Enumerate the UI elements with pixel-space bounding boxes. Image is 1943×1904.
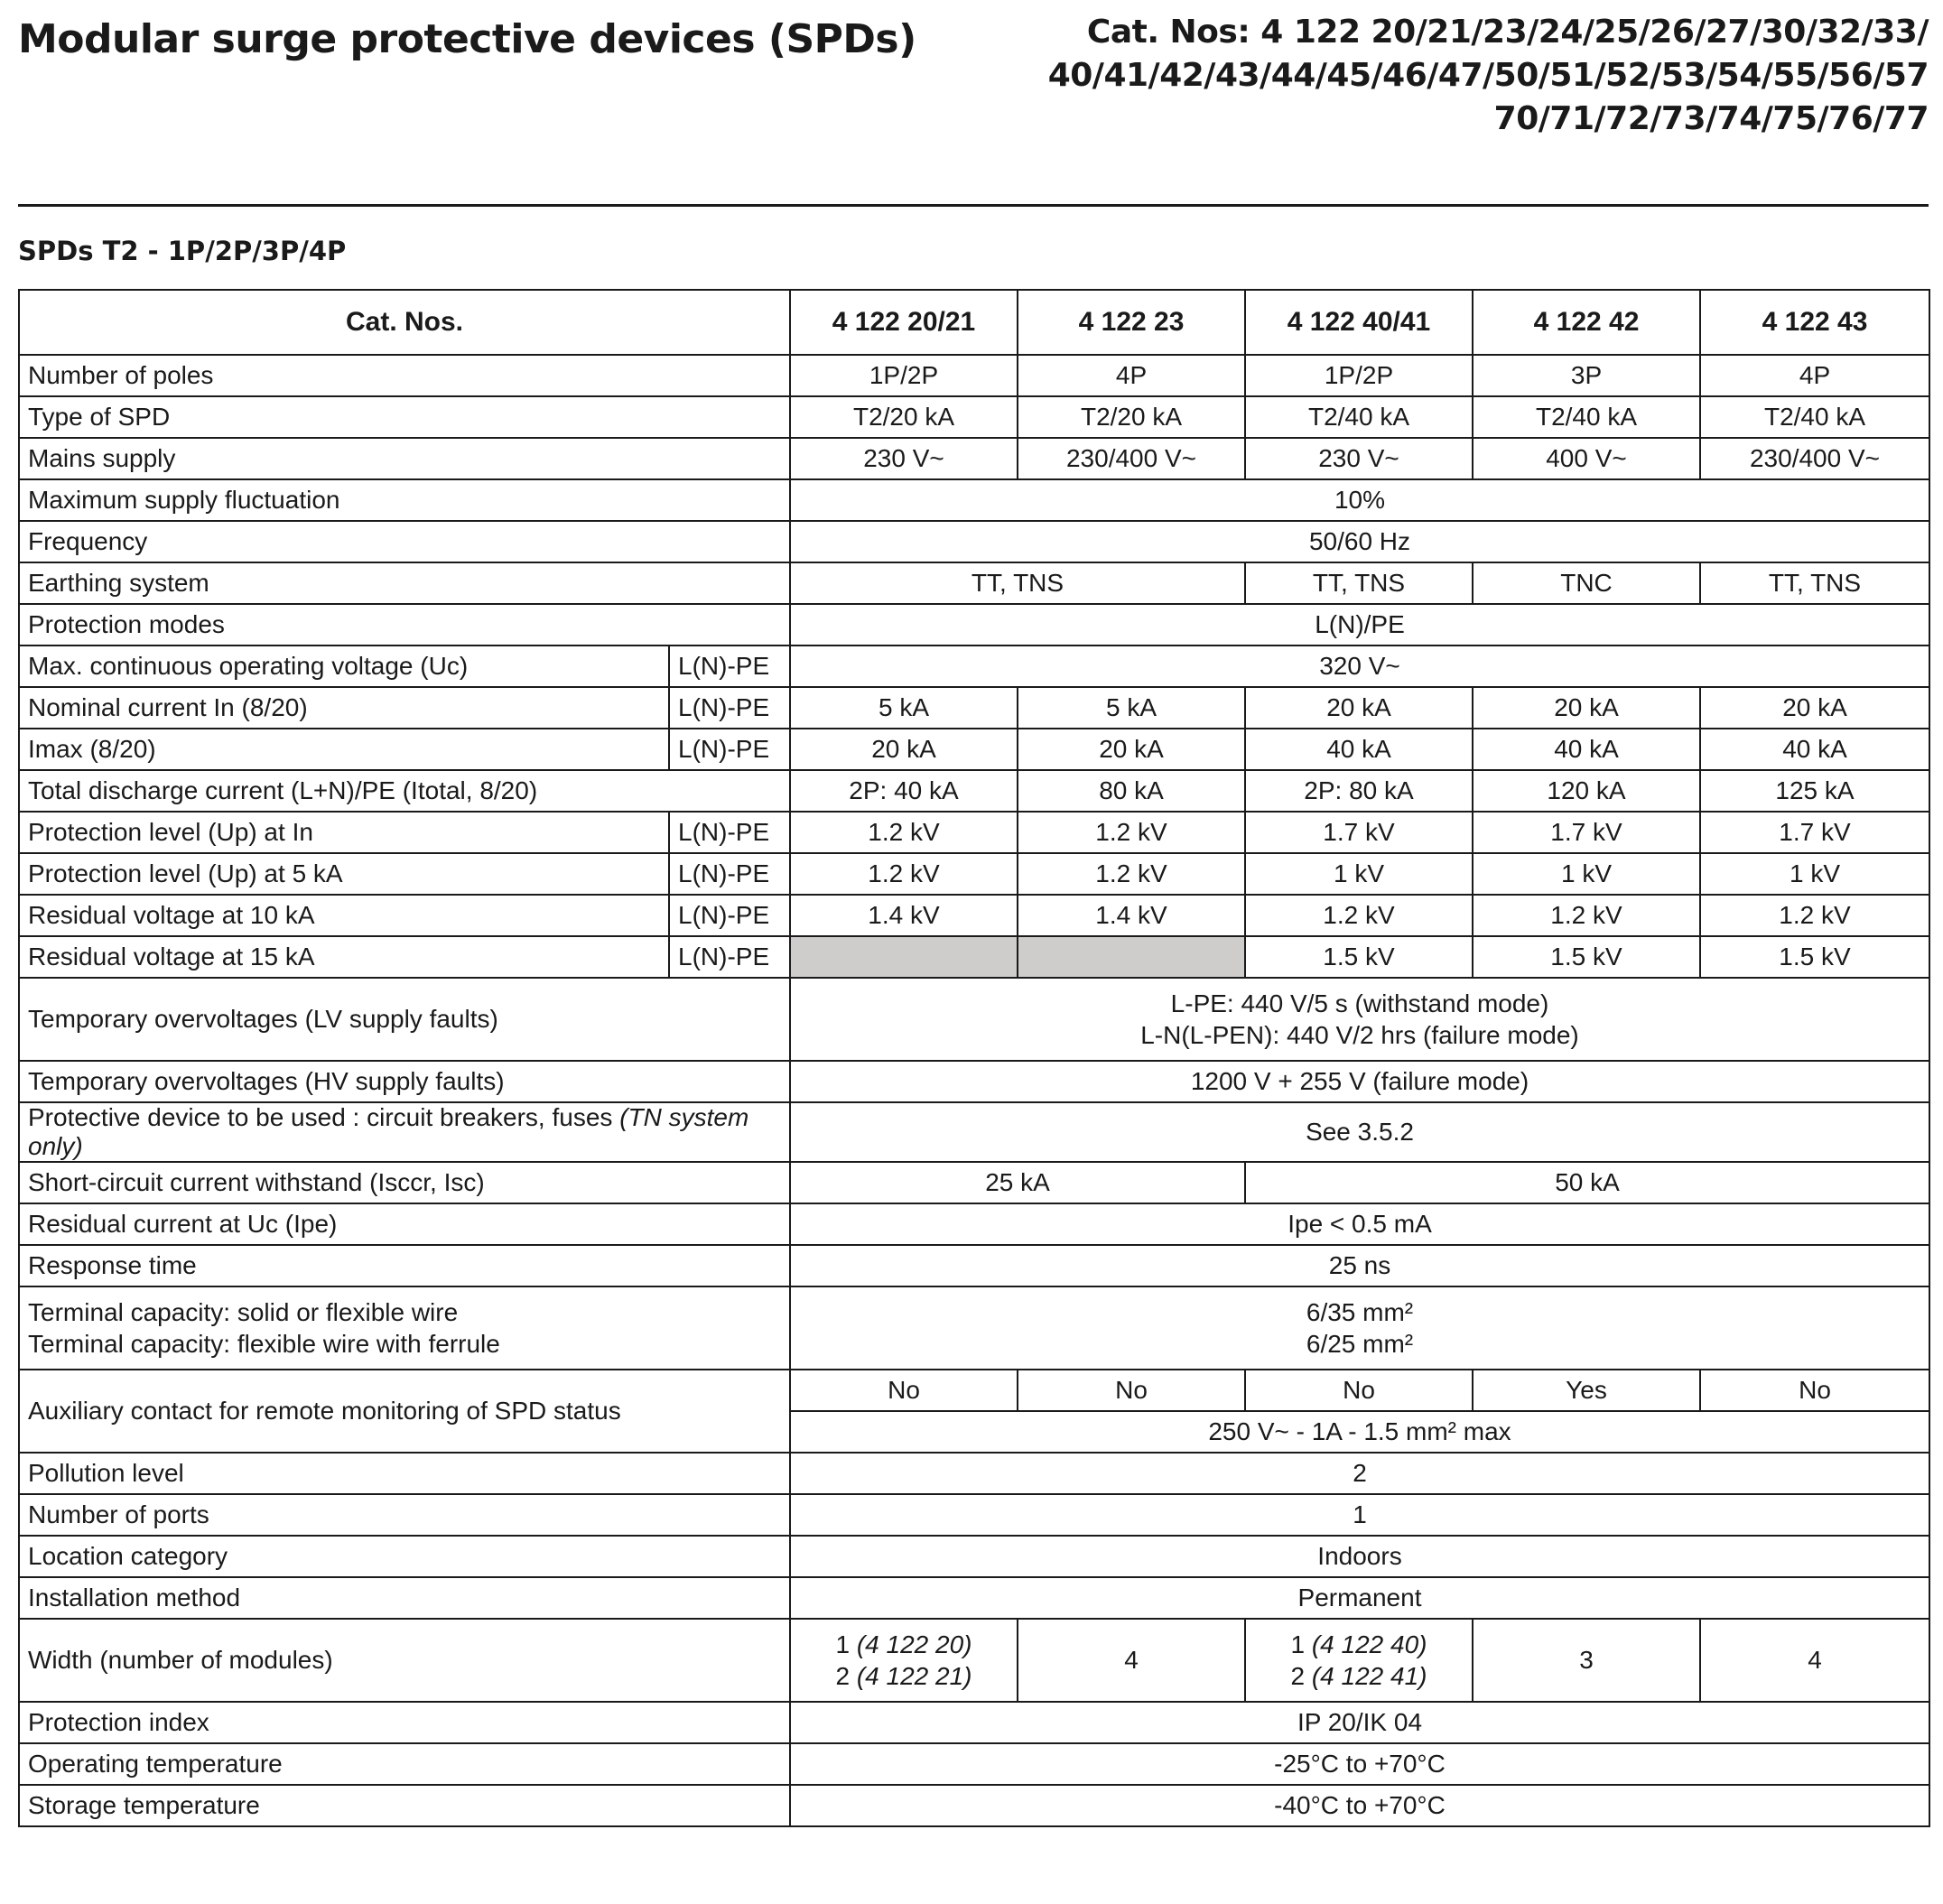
cell: -25°C to +70°C	[790, 1743, 1929, 1785]
cell: 1.7 kV	[1700, 812, 1929, 853]
cell: 20 kA	[790, 729, 1018, 770]
cell: 1.2 kV	[1245, 895, 1473, 936]
header-divider	[18, 204, 1929, 207]
cell-line: L-N(L-PEN): 440 V/2 hrs (failure mode)	[1140, 1021, 1579, 1049]
cell: Permanent	[790, 1577, 1929, 1619]
row-label: Pollution level	[19, 1453, 790, 1494]
cell: 20 kA	[1700, 687, 1929, 729]
cell: -40°C to +70°C	[790, 1785, 1929, 1826]
cell: 25 kA	[790, 1162, 1245, 1203]
cell: 80 kA	[1018, 770, 1245, 812]
cell-line: L-PE: 440 V/5 s (withstand mode)	[1170, 989, 1549, 1017]
row-label: Response time	[19, 1245, 790, 1286]
cell: 1.5 kV	[1700, 936, 1929, 978]
cell: 230/400 V~	[1700, 438, 1929, 479]
mode-cell: L(N)-PE	[669, 853, 790, 895]
row-label: Residual voltage at 10 kA	[19, 895, 669, 936]
cell: 10%	[790, 479, 1929, 521]
cell: No	[790, 1370, 1018, 1411]
cell: 125 kA	[1700, 770, 1929, 812]
cell: 1.7 kV	[1473, 812, 1700, 853]
cell: Ipe < 0.5 mA	[790, 1203, 1929, 1245]
row-label: Residual voltage at 15 kA	[19, 936, 669, 978]
module-count: 1	[1290, 1630, 1312, 1658]
table-row	[19, 729, 1929, 770]
row-label-line: Terminal capacity: solid or flexible wire	[28, 1298, 459, 1326]
cell: 1	[790, 1494, 1929, 1536]
cell: No	[1245, 1370, 1473, 1411]
cell: 320 V~	[790, 646, 1929, 687]
table-row	[19, 355, 1929, 396]
catalog-line-3: 70/71/72/73/74/75/76/77	[1493, 100, 1929, 137]
table-row	[19, 812, 1929, 853]
cell	[790, 1286, 1929, 1370]
cell: 4	[1018, 1619, 1245, 1702]
row-label: Temporary overvoltages (LV supply faults)	[19, 978, 790, 1061]
row-label-line: Terminal capacity: flexible wire with ferrule	[28, 1330, 500, 1358]
row-label: Nominal current In (8/20)	[19, 687, 669, 729]
module-ref: (4 122 40)	[1311, 1630, 1427, 1658]
cell: TT, TNS	[790, 562, 1245, 604]
table-row	[19, 895, 1929, 936]
cell: 3P	[1473, 355, 1700, 396]
table-row	[19, 479, 1929, 521]
cell: 2P: 80 kA	[1245, 770, 1473, 812]
table-row	[19, 770, 1929, 812]
cell: 4P	[1700, 355, 1929, 396]
cell: 1.7 kV	[1245, 812, 1473, 853]
cell-line	[799, 1660, 1009, 1692]
table-row	[19, 604, 1929, 646]
cell: 25 ns	[790, 1245, 1929, 1286]
module-ref: (4 122 20)	[856, 1630, 972, 1658]
row-label: Protection modes	[19, 604, 790, 646]
table-row	[19, 1370, 1929, 1411]
header-col-1: 4 122 20/21	[790, 290, 1018, 355]
table-row	[19, 687, 1929, 729]
row-label: Max. continuous operating voltage (Uc)	[19, 646, 669, 687]
cell-line: 6/25 mm²	[1306, 1330, 1414, 1358]
cell: T2/40 kA	[1245, 396, 1473, 438]
cell: 40 kA	[1700, 729, 1929, 770]
cell: T2/20 kA	[790, 396, 1018, 438]
table-row	[19, 936, 1929, 978]
row-label: Frequency	[19, 521, 790, 562]
row-label: Total discharge current (L+N)/PE (Itotal, 8/20)	[19, 770, 790, 812]
table-row	[19, 1577, 1929, 1619]
row-label: Type of SPD	[19, 396, 790, 438]
cell: 230 V~	[790, 438, 1018, 479]
module-count: 1	[835, 1630, 857, 1658]
header-col-2: 4 122 23	[1018, 290, 1245, 355]
cell: 20 kA	[1473, 687, 1700, 729]
cell: IP 20/IK 04	[790, 1702, 1929, 1743]
cell: 230/400 V~	[1018, 438, 1245, 479]
row-label-note: (TN system only)	[28, 1103, 749, 1160]
cell: 1.4 kV	[790, 895, 1018, 936]
row-label: Residual current at Uc (Ipe)	[19, 1203, 790, 1245]
row-label: Protection level (Up) at In	[19, 812, 669, 853]
cell: 1.2 kV	[790, 853, 1018, 895]
row-label	[19, 1286, 790, 1370]
table-header-row	[19, 290, 1929, 355]
header-col-4: 4 122 42	[1473, 290, 1700, 355]
row-label: Maximum supply fluctuation	[19, 479, 790, 521]
cell: 4P	[1018, 355, 1245, 396]
catalog-line-1: Cat. Nos: 4 122 20/21/23/24/25/26/27/30/32/33/	[1086, 14, 1929, 51]
row-label: Temporary overvoltages (HV supply faults)	[19, 1061, 790, 1102]
module-ref: (4 122 41)	[1311, 1662, 1427, 1690]
table-row	[19, 1286, 1929, 1370]
table-row	[19, 1494, 1929, 1536]
cell: No	[1018, 1370, 1245, 1411]
cell: 50 kA	[1245, 1162, 1929, 1203]
cell: 1.2 kV	[1018, 812, 1245, 853]
header-col-3: 4 122 40/41	[1245, 290, 1473, 355]
cell: 1.4 kV	[1018, 895, 1245, 936]
row-label: Protection index	[19, 1702, 790, 1743]
cell: 2	[790, 1453, 1929, 1494]
cell: 1P/2P	[790, 355, 1018, 396]
cell-line	[799, 1629, 1009, 1660]
table-row	[19, 438, 1929, 479]
cell: 1P/2P	[1245, 355, 1473, 396]
row-label: Installation method	[19, 1577, 790, 1619]
table-row	[19, 1245, 1929, 1286]
header-cat-nos: Cat. Nos.	[19, 290, 790, 355]
table-row	[19, 1743, 1929, 1785]
cell: 40 kA	[1245, 729, 1473, 770]
cell: 1 kV	[1700, 853, 1929, 895]
row-label	[19, 1102, 790, 1162]
cell: 2P: 40 kA	[790, 770, 1018, 812]
cell-line	[1254, 1629, 1464, 1660]
cell: 1.2 kV	[790, 812, 1018, 853]
cell: 1.5 kV	[1245, 936, 1473, 978]
cell: 1.5 kV	[1473, 936, 1700, 978]
cell: 1 kV	[1245, 853, 1473, 895]
cell: 5 kA	[790, 687, 1018, 729]
mode-cell: L(N)-PE	[669, 895, 790, 936]
table-row	[19, 1102, 1929, 1162]
row-label: Width (number of modules)	[19, 1619, 790, 1702]
mode-cell: L(N)-PE	[669, 936, 790, 978]
row-label: Protection level (Up) at 5 kA	[19, 853, 669, 895]
cell: 1 kV	[1473, 853, 1700, 895]
cell: T2/40 kA	[1473, 396, 1700, 438]
row-label: Operating temperature	[19, 1743, 790, 1785]
table-row	[19, 1203, 1929, 1245]
catalog-line-2: 40/41/42/43/44/45/46/47/50/51/52/53/54/55/56/57	[1047, 57, 1929, 94]
table-row	[19, 396, 1929, 438]
row-label: Imax (8/20)	[19, 729, 669, 770]
mode-cell: L(N)-PE	[669, 812, 790, 853]
section-title: SPDs T2 - 1P/2P/3P/4P	[18, 236, 347, 266]
cell: 250 V~ - 1A - 1.5 mm² max	[790, 1411, 1929, 1453]
cell: 1.2 kV	[1700, 895, 1929, 936]
cell: Yes	[1473, 1370, 1700, 1411]
row-label: Location category	[19, 1536, 790, 1577]
row-label-text: Protective device to be used : circuit breakers, fuses	[28, 1103, 620, 1131]
cell: 400 V~	[1473, 438, 1700, 479]
mode-cell: L(N)-PE	[669, 687, 790, 729]
table-row	[19, 1619, 1929, 1702]
cell: 1.2 kV	[1018, 853, 1245, 895]
table-row	[19, 1162, 1929, 1203]
table-row	[19, 521, 1929, 562]
cell: T2/20 kA	[1018, 396, 1245, 438]
cell: 20 kA	[1245, 687, 1473, 729]
row-label: Earthing system	[19, 562, 790, 604]
cell-line: 6/35 mm²	[1306, 1298, 1414, 1326]
cell: 20 kA	[1018, 729, 1245, 770]
cell: Indoors	[790, 1536, 1929, 1577]
row-label: Mains supply	[19, 438, 790, 479]
table-row	[19, 978, 1929, 1061]
cell: 1.2 kV	[1473, 895, 1700, 936]
cell: 5 kA	[1018, 687, 1245, 729]
cell	[790, 1619, 1018, 1702]
cell: L(N)/PE	[790, 604, 1929, 646]
cell: See 3.5.2	[790, 1102, 1929, 1162]
cell: No	[1700, 1370, 1929, 1411]
cell-line	[1254, 1660, 1464, 1692]
row-label: Auxiliary contact for remote monitoring of SPD status	[19, 1370, 790, 1453]
cell: 1200 V + 255 V (failure mode)	[790, 1061, 1929, 1102]
cell: TT, TNS	[1245, 562, 1473, 604]
cell: 3	[1473, 1619, 1700, 1702]
module-count: 2	[835, 1662, 857, 1690]
module-count: 2	[1290, 1662, 1312, 1690]
row-label: Storage temperature	[19, 1785, 790, 1826]
table-row	[19, 1536, 1929, 1577]
empty-cell	[790, 936, 1018, 978]
cell: TT, TNS	[1700, 562, 1929, 604]
header-col-5: 4 122 43	[1700, 290, 1929, 355]
table-row	[19, 1061, 1929, 1102]
cell: 50/60 Hz	[790, 521, 1929, 562]
cell: 120 kA	[1473, 770, 1700, 812]
mode-cell: L(N)-PE	[669, 729, 790, 770]
cell: TNC	[1473, 562, 1700, 604]
cell: T2/40 kA	[1700, 396, 1929, 438]
table-row	[19, 1453, 1929, 1494]
table-row	[19, 1785, 1929, 1826]
row-label: Number of ports	[19, 1494, 790, 1536]
catalog-numbers	[1048, 11, 1929, 141]
row-label: Short-circuit current withstand (Isccr, Isc)	[19, 1162, 790, 1203]
table-row	[19, 562, 1929, 604]
cell: 4	[1700, 1619, 1929, 1702]
cell	[1245, 1619, 1473, 1702]
table-row	[19, 646, 1929, 687]
cell: 40 kA	[1473, 729, 1700, 770]
cell: 230 V~	[1245, 438, 1473, 479]
empty-cell	[1018, 936, 1245, 978]
spec-table	[18, 289, 1930, 1827]
mode-cell: L(N)-PE	[669, 646, 790, 687]
table-row	[19, 853, 1929, 895]
row-label: Number of poles	[19, 355, 790, 396]
table-row	[19, 1702, 1929, 1743]
cell	[790, 978, 1929, 1061]
module-ref: (4 122 21)	[856, 1662, 972, 1690]
page-title: Modular surge protective devices (SPDs)	[18, 16, 916, 62]
